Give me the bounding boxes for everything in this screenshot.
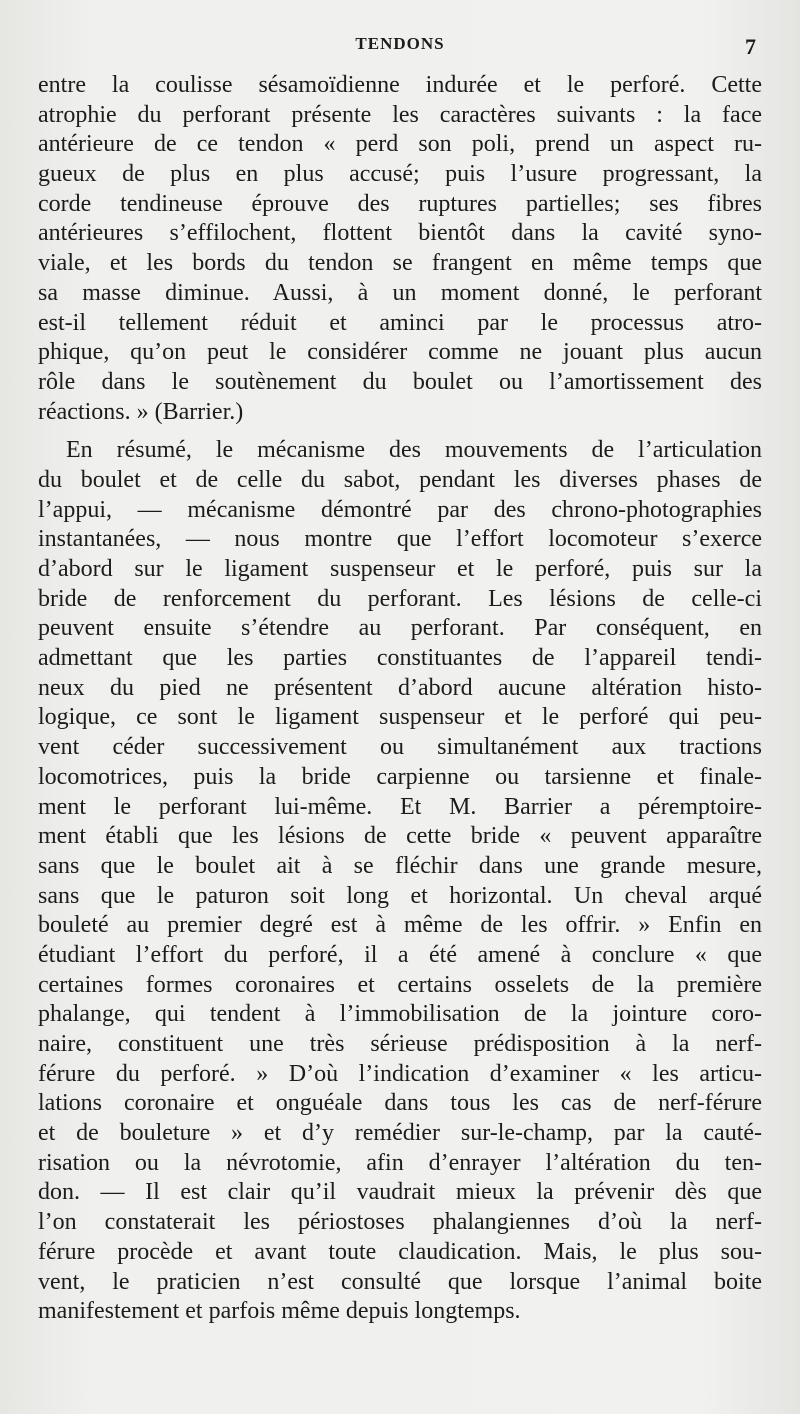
text-line: férure procède et avant toute claudication. Mais, le plus sou- (38, 1238, 762, 1265)
text-line: réactions. » (Barrier.) (38, 398, 244, 425)
text-line: logique, ce sont le ligament suspenseur et le perforé qui peu- (38, 704, 762, 731)
text-line: instantanées, — nous montre que l’effort locomoteur s’exerce (38, 526, 762, 553)
text-line: vent, le praticien n’est consulté que lorsque l’animal boite (38, 1268, 762, 1295)
text-line: admettant que les parties constituantes de l’appareil tendi- (38, 645, 762, 672)
text-line: férure du perforé. » D’où l’indication d’examiner « les articu- (38, 1060, 762, 1087)
text-line: neux du pied ne présentent d’abord aucune altération histo- (38, 674, 762, 701)
text-line: En résumé, le mécanisme des mouvements de l’articulation (66, 437, 762, 464)
text-line: antérieures s’effilochent, flottent bientôt dans la cavité syno- (38, 220, 762, 247)
text-line: atrophie du perforant présente les caractères suivants : la face (38, 101, 762, 128)
text-line: d’abord sur le ligament suspenseur et le perforé, puis sur la (38, 556, 762, 582)
text-line: ment le perforant lui-même. Et M. Barrier a péremptoire- (38, 793, 762, 820)
text-line: gueux de plus en plus accusé; puis l’usure progressant, la (38, 161, 762, 188)
text-line: corde tendineuse éprouve des ruptures partielles; ses fibres (38, 190, 762, 217)
page-header-title: TENDONS (355, 34, 445, 53)
paragraph-gap (38, 427, 762, 436)
running-head (0, 34, 800, 58)
text-line: certaines formes coronaires et certains osselets de la première (38, 971, 762, 998)
text-line: peuvent ensuite s’étendre au perforant. Par conséquent, en (38, 615, 762, 642)
text-line: lations coronaire et onguéale dans tous les cas de nerf-férure (38, 1090, 762, 1117)
text-line: phique, qu’on peut le considérer comme ne jouant plus aucun (38, 339, 762, 366)
text-line: viale, et les bords du tendon se frangent en même temps que (38, 250, 762, 277)
text-line: bouleté au premier degré est à même de les offrir. » Enfin en (38, 912, 762, 939)
text-line: sans que le paturon soit long et horizontal. Un cheval arqué (38, 882, 762, 909)
text-line: antérieure de ce tendon « perd son poli, prend un aspect ru- (38, 131, 762, 158)
text-line: rôle dans le soutènement du boulet ou l’amortissement des (38, 368, 762, 395)
text-line: naire, constituent une très sérieuse prédisposition à la nerf- (38, 1031, 762, 1057)
text-line: l’on constaterait les périostoses phalangiennes d’où la nerf- (38, 1209, 762, 1236)
text-line: locomotrices, puis la bride carpienne ou tarsienne et finale- (38, 763, 762, 790)
text-line: entre la coulisse sésamoïdienne indurée et le perforé. Cette (38, 72, 762, 98)
body-text (38, 71, 762, 1327)
text-line: sans que le boulet ait à se fléchir dans une grande mesure, (38, 852, 762, 879)
text-line: manifestement et parfois même depuis longtemps. (38, 1298, 521, 1325)
text-line: ment établi que les lésions de cette bride « peuvent apparaître (38, 823, 762, 850)
text-line: est-il tellement réduit et aminci par le processus atro- (38, 309, 762, 336)
text-line: étudiant l’effort du perforé, il a été amené à conclure « que (38, 941, 762, 968)
text-line: bride de renforcement du perforant. Les lésions de celle-ci (38, 585, 762, 612)
paragraph (38, 71, 762, 427)
text-line: l’appui, — mécanisme démontré par des chrono-photographies (38, 496, 762, 523)
text-line: sa masse diminue. Aussi, à un moment donné, le perforant (38, 279, 762, 306)
page-number: 7 (745, 34, 756, 59)
text-line: don. — Il est clair qu’il vaudrait mieux la prévenir dès que (38, 1179, 762, 1206)
text-line: phalange, qui tendent à l’immobilisation de la jointure coro- (38, 1001, 762, 1028)
text-line: vent céder successivement ou simultanément aux tractions (38, 734, 762, 761)
text-line: du boulet et de celle du sabot, pendant les diverses phases de (38, 466, 762, 493)
text-line: et de bouleture » et d’y remédier sur-le-champ, par la cauté- (38, 1120, 762, 1147)
text-line: risation ou la névrotomie, afin d’enrayer l’altération du ten- (38, 1149, 762, 1176)
paragraph (38, 436, 762, 1327)
